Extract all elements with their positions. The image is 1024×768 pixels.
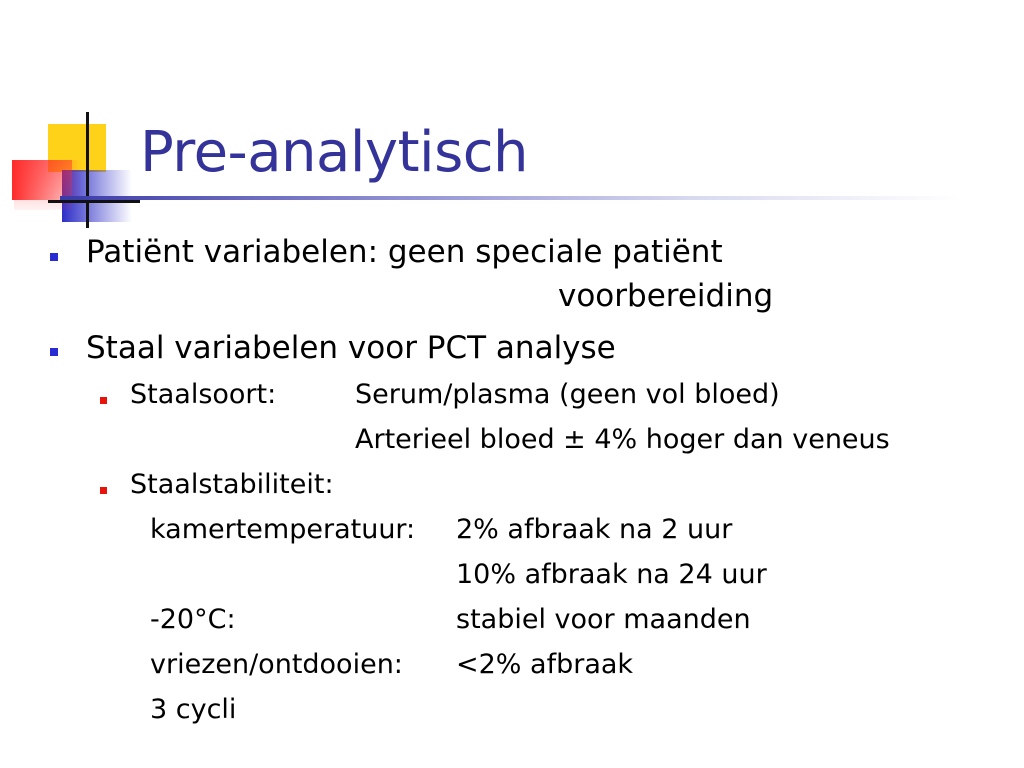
stability-value: stabiel voor maanden [456, 604, 751, 635]
level1-bullet-icon [50, 253, 58, 261]
sample-type-label: Staalsoort: [130, 379, 277, 410]
level2-bullet-icon [100, 487, 107, 494]
deco-horizontal-line [48, 200, 140, 203]
slide-title: Pre-analytisch [140, 120, 529, 185]
stability-label: Staalstabiliteit: [130, 469, 334, 500]
stability-condition: 3 cycli [150, 694, 237, 725]
bullet-sample-variables: Staal variabelen voor PCT analyse [86, 330, 616, 366]
title-decoration-graphic [0, 0, 140, 240]
level2-bullet-icon [100, 397, 107, 404]
level1-bullet-icon [50, 348, 58, 356]
bullet-patient-variables: Patiënt variabelen: geen speciale patiënt [86, 234, 723, 270]
stability-value: <2% afbraak [456, 649, 634, 680]
stability-value: 2% afbraak na 2 uur [456, 514, 733, 545]
stability-condition: -20°C: [150, 604, 236, 635]
stability-condition: vriezen/ontdooien: [150, 649, 403, 680]
stability-condition: kamertemperatuur: [150, 514, 416, 545]
stability-value: 10% afbraak na 24 uur [456, 559, 767, 590]
bullet-patient-variables-continuation: voorbereiding [558, 278, 774, 314]
sample-type-value-arterial: Arterieel bloed ± 4% hoger dan veneus [355, 424, 890, 455]
deco-vertical-line [86, 112, 89, 228]
title-underline [60, 196, 960, 200]
sample-type-value: Serum/plasma (geen vol bloed) [355, 379, 780, 410]
